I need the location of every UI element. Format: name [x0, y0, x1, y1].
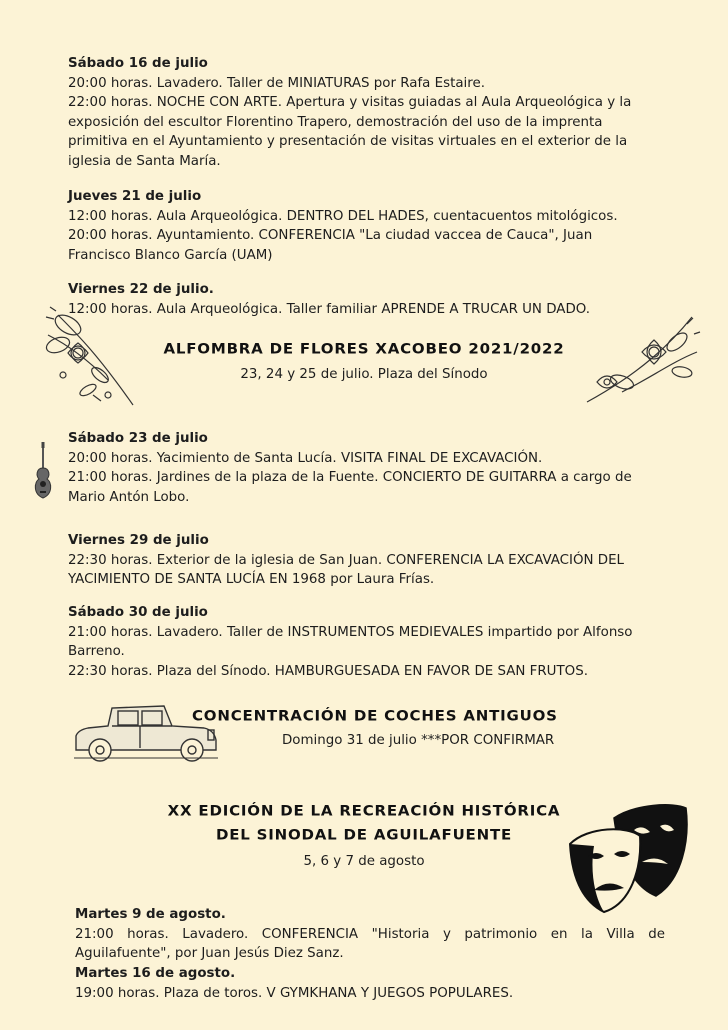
event-line: 20:00 horas. Lavadero. Taller de MINIATURAS por Rafa Estaire. — [68, 75, 485, 91]
flower-bouquet-icon — [582, 312, 702, 412]
day-heading: Martes 16 de agosto. — [75, 966, 236, 981]
event-line: 22:00 horas. NOCHE CON ARTE. Apertura y visitas guiadas al Aula Arqueológica y la — [68, 95, 632, 111]
event-line: 12:00 horas. Aula Arqueológica. Taller familiar APRENDE A TRUCAR UN DADO. — [68, 301, 591, 317]
event-line: 21:00 horas. Jardines de la plaza de la Fuente. CONCIERTO DE GUITARRA a cargo de — [68, 470, 632, 486]
alfombra-title: ALFOMBRA DE FLORES XACOBEO 2021/2022 — [163, 340, 565, 358]
day-heading: Sábado 30 de julio — [68, 605, 208, 620]
event-line: primitiva en el Ayuntamiento y presentación de visitas virtuales en el exterior de la — [68, 134, 628, 150]
recreacion-title-line1: XX EDICIÓN DE LA RECREACIÓN HISTÓRICA — [167, 802, 561, 820]
day-heading: Sábado 23 de julio — [68, 431, 208, 446]
recreacion-subtitle: 5, 6 y 7 de agosto — [303, 854, 425, 869]
guitar-icon — [32, 442, 54, 500]
section-viernes-22-julio — [68, 280, 668, 319]
event-line: 20:00 horas. Yacimiento de Santa Lucía. VISITA FINAL DE EXCAVACIÓN. — [68, 450, 543, 466]
day-heading: Viernes 29 de julio — [68, 533, 209, 548]
section-jueves-21-julio — [68, 187, 668, 265]
section-viernes-29-julio — [68, 531, 668, 590]
section-sabado-23-julio — [68, 429, 668, 507]
event-line: 12:00 horas. Aula Arqueológica. DENTRO DEL HADES, cuentacuentos mitológicos. — [68, 208, 618, 224]
event-line: iglesia de Santa María. — [68, 153, 221, 169]
event-line: 21:00 horas. Lavadero. CONFERENCIA "Historia y patrimonio en la Villa de — [75, 926, 665, 942]
recreacion-title-line2: DEL SINODAL DE AGUILAFUENTE — [215, 826, 513, 844]
event-line: Barreno. — [68, 644, 125, 660]
day-heading: Viernes 22 de julio. — [68, 282, 214, 297]
day-heading: Martes 9 de agosto. — [75, 907, 226, 922]
event-line: exposición del escultor Florentino Trapero, demostración del uso de la imprenta — [68, 114, 603, 130]
coches-subtitle: Domingo 31 de julio ***POR CONFIRMAR — [282, 733, 555, 748]
theatre-masks-icon — [564, 800, 692, 915]
section-martes-16-agosto — [75, 964, 665, 1003]
event-line: YACIMIENTO DE SANTA LUCÍA EN 1968 por Laura Frías. — [68, 572, 435, 588]
event-line: Mario Antón Lobo. — [68, 489, 190, 505]
section-martes-9-agosto — [75, 905, 665, 964]
event-line: 22:30 horas. Plaza del Sínodo. HAMBURGUESADA EN FAVOR DE SAN FRUTOS. — [68, 663, 588, 679]
day-heading: Jueves 21 de julio — [68, 189, 202, 204]
section-sabado-16-julio — [68, 54, 668, 172]
day-heading: Sábado 16 de julio — [68, 56, 208, 71]
coches-title: CONCENTRACIÓN DE COCHES ANTIGUOS — [192, 707, 558, 725]
event-line: 22:30 horas. Exterior de la iglesia de San Juan. CONFERENCIA LA EXCAVACIÓN DEL — [68, 552, 625, 568]
alfombra-subtitle: 23, 24 y 25 de julio. Plaza del Sínodo — [240, 367, 488, 382]
event-line: 20:00 horas. Ayuntamiento. CONFERENCIA "La ciudad vaccea de Cauca", Juan — [68, 228, 593, 244]
event-line: 19:00 horas. Plaza de toros. V GYMKHANA Y JUEGOS POPULARES. — [75, 985, 514, 1001]
event-line: Aguilafuente", por Juan Jesús Diez Sanz. — [75, 946, 344, 962]
event-line: 21:00 horas. Lavadero. Taller de INSTRUMENTOS MEDIEVALES impartido por Alfonso — [68, 624, 633, 640]
section-sabado-30-julio — [68, 603, 668, 681]
event-line: Francisco Blanco García (UAM) — [68, 247, 273, 263]
